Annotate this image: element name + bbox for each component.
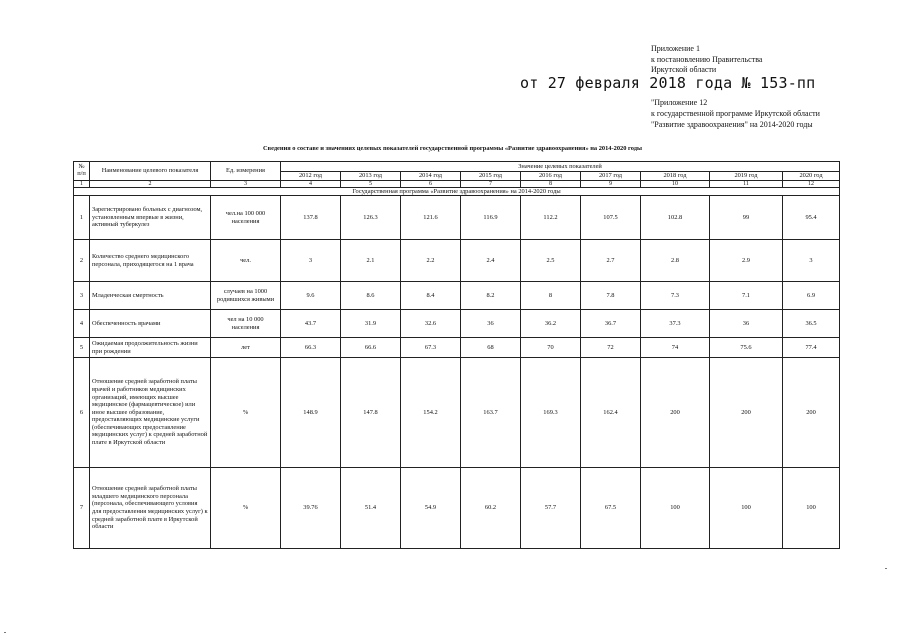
value-cell: 8 <box>521 282 581 310</box>
value-cell: 7.8 <box>581 282 641 310</box>
value-cell: 43.7 <box>281 310 341 338</box>
value-cell: 162.4 <box>581 358 641 468</box>
indicator-unit: чел.на 100 000 населения <box>211 196 281 240</box>
value-cell: 8.6 <box>341 282 401 310</box>
value-cell: 2.8 <box>641 240 710 282</box>
indicator-unit: % <box>211 468 281 549</box>
header-name: Наименование целевого показателя <box>90 162 211 181</box>
scan-speck <box>885 568 887 569</box>
table-row <box>74 282 840 310</box>
indicator-name: Младенческая смертность <box>90 282 211 310</box>
indicator-name: Обеспеченность врачами <box>90 310 211 338</box>
column-number: 2 <box>90 181 211 188</box>
column-number: 11 <box>710 181 783 188</box>
year-header: 2012 год <box>281 172 341 181</box>
value-cell: 116.9 <box>461 196 521 240</box>
column-number: 12 <box>783 181 840 188</box>
value-cell: 75.6 <box>710 338 783 358</box>
indicator-unit: случаев на 1000 родившихся живыми <box>211 282 281 310</box>
year-header: 2018 год <box>641 172 710 181</box>
year-header: 2019 год <box>710 172 783 181</box>
appendix-line-2: к государственной программе Иркутской области <box>651 109 820 118</box>
indicator-unit: % <box>211 358 281 468</box>
value-cell: 100 <box>783 468 840 549</box>
table-row <box>74 338 840 358</box>
table-row <box>74 310 840 338</box>
value-cell: 7.3 <box>641 282 710 310</box>
value-cell: 57.7 <box>521 468 581 549</box>
value-cell: 37.3 <box>641 310 710 338</box>
value-cell: 39.76 <box>281 468 341 549</box>
indicator-name: Ожидаемая продолжительность жизни при рождении <box>90 338 211 358</box>
indicator-name: Зарегистрировано больных с диагнозом, установленным впервые в жизни, активный туберкулез <box>90 196 211 240</box>
value-cell: 66.3 <box>281 338 341 358</box>
value-cell: 95.4 <box>783 196 840 240</box>
value-cell: 2.9 <box>710 240 783 282</box>
value-cell: 154.2 <box>401 358 461 468</box>
value-cell: 8.2 <box>461 282 521 310</box>
value-cell: 121.6 <box>401 196 461 240</box>
indicator-name: Количество среднего медицинского персонала, приходящегося на 1 врача <box>90 240 211 282</box>
value-cell: 148.9 <box>281 358 341 468</box>
indicator-name: Отношение средней заработной платы младшего медицинского персонала (персонала, обеспечивающего условия для предоставления медицинских услуг) к средней заработной плате в Иркутской области <box>90 468 211 549</box>
row-number: 2 <box>74 240 90 282</box>
value-cell: 36.7 <box>581 310 641 338</box>
value-cell: 77.4 <box>783 338 840 358</box>
value-cell: 70 <box>521 338 581 358</box>
value-cell: 67.3 <box>401 338 461 358</box>
value-cell: 100 <box>710 468 783 549</box>
year-header: 2015 год <box>461 172 521 181</box>
column-number: 5 <box>341 181 401 188</box>
value-cell: 32.6 <box>401 310 461 338</box>
approval-line-1: Приложение 1 <box>651 44 700 53</box>
scan-speck <box>4 632 6 633</box>
column-number: 1 <box>74 181 90 188</box>
value-cell: 3 <box>783 240 840 282</box>
value-cell: 36.2 <box>521 310 581 338</box>
value-cell: 200 <box>710 358 783 468</box>
appendix-line-1: "Приложение 12 <box>651 98 708 107</box>
row-number: 6 <box>74 358 90 468</box>
row-number: 5 <box>74 338 90 358</box>
value-cell: 67.5 <box>581 468 641 549</box>
decree-stamp: от 27 февраля 2018 года № 153-пп <box>520 74 816 92</box>
column-number: 6 <box>401 181 461 188</box>
column-number-row <box>74 181 840 188</box>
value-cell: 51.4 <box>341 468 401 549</box>
value-cell: 3 <box>281 240 341 282</box>
value-cell: 8.4 <box>401 282 461 310</box>
value-cell: 126.3 <box>341 196 401 240</box>
value-cell: 66.6 <box>341 338 401 358</box>
row-number: 1 <box>74 196 90 240</box>
column-number: 3 <box>211 181 281 188</box>
value-cell: 2.4 <box>461 240 521 282</box>
approval-line-2: к постановлению Правительства <box>651 54 763 64</box>
value-cell: 36 <box>710 310 783 338</box>
header-number: № п/п <box>74 162 90 181</box>
approval-block <box>651 44 762 76</box>
column-number: 9 <box>581 181 641 188</box>
indicator-unit: лет <box>211 338 281 358</box>
header-values-group: Значение целевых показателей <box>281 162 840 172</box>
value-cell: 74 <box>641 338 710 358</box>
value-cell: 7.1 <box>710 282 783 310</box>
value-cell: 31.9 <box>341 310 401 338</box>
table-row <box>74 240 840 282</box>
header-row <box>74 162 840 172</box>
value-cell: 99 <box>710 196 783 240</box>
section-row <box>74 188 840 196</box>
value-cell: 107.5 <box>581 196 641 240</box>
value-cell: 100 <box>641 468 710 549</box>
table-row <box>74 468 840 549</box>
header-unit: Ед. измерения <box>211 162 281 181</box>
appendix-block <box>651 97 820 130</box>
appendix-line-3: "Развитие здравоохранения" на 2014-2020 годы <box>651 120 813 129</box>
year-header: 2016 год <box>521 172 581 181</box>
document-title: Сведения о составе и значениях целевых показателей государственной программы «Развитие здравоохранения» на 2014-2020 годы <box>263 145 642 152</box>
approval-line-3: Иркутской области <box>651 65 717 74</box>
indicator-name: Отношение средней заработной платы врачей и работников медицинских организаций, имеющих высшее медицинское (фармацевтическое) или иное высшее образование, предоставляющих медицинские услуги (обеспечивающих предоставление медицинских услуг) к средней заработной плате в Иркутской области <box>90 358 211 468</box>
value-cell: 169.3 <box>521 358 581 468</box>
value-cell: 200 <box>783 358 840 468</box>
table-row <box>74 358 840 468</box>
column-number: 4 <box>281 181 341 188</box>
value-cell: 200 <box>641 358 710 468</box>
table-row <box>74 196 840 240</box>
value-cell: 60.2 <box>461 468 521 549</box>
column-number: 7 <box>461 181 521 188</box>
value-cell: 163.7 <box>461 358 521 468</box>
column-number: 8 <box>521 181 581 188</box>
value-cell: 6.9 <box>783 282 840 310</box>
row-number: 7 <box>74 468 90 549</box>
indicator-unit: чел. <box>211 240 281 282</box>
value-cell: 2.7 <box>581 240 641 282</box>
value-cell: 54.9 <box>401 468 461 549</box>
value-cell: 36.5 <box>783 310 840 338</box>
value-cell: 72 <box>581 338 641 358</box>
indicators-table <box>73 161 840 549</box>
section-title: Государственная программа «Развитие здравоохранения» на 2014-2020 годы <box>74 188 840 196</box>
year-header: 2017 год <box>581 172 641 181</box>
indicator-unit: чел на 10 000 населения <box>211 310 281 338</box>
value-cell: 112.2 <box>521 196 581 240</box>
value-cell: 36 <box>461 310 521 338</box>
year-header: 2014 год <box>401 172 461 181</box>
year-header: 2020 год <box>783 172 840 181</box>
value-cell: 137.8 <box>281 196 341 240</box>
value-cell: 9.6 <box>281 282 341 310</box>
value-cell: 2.5 <box>521 240 581 282</box>
value-cell: 147.8 <box>341 358 401 468</box>
value-cell: 68 <box>461 338 521 358</box>
year-header: 2013 год <box>341 172 401 181</box>
value-cell: 2.1 <box>341 240 401 282</box>
value-cell: 2.2 <box>401 240 461 282</box>
row-number: 4 <box>74 310 90 338</box>
row-number: 3 <box>74 282 90 310</box>
value-cell: 102.8 <box>641 196 710 240</box>
column-number: 10 <box>641 181 710 188</box>
